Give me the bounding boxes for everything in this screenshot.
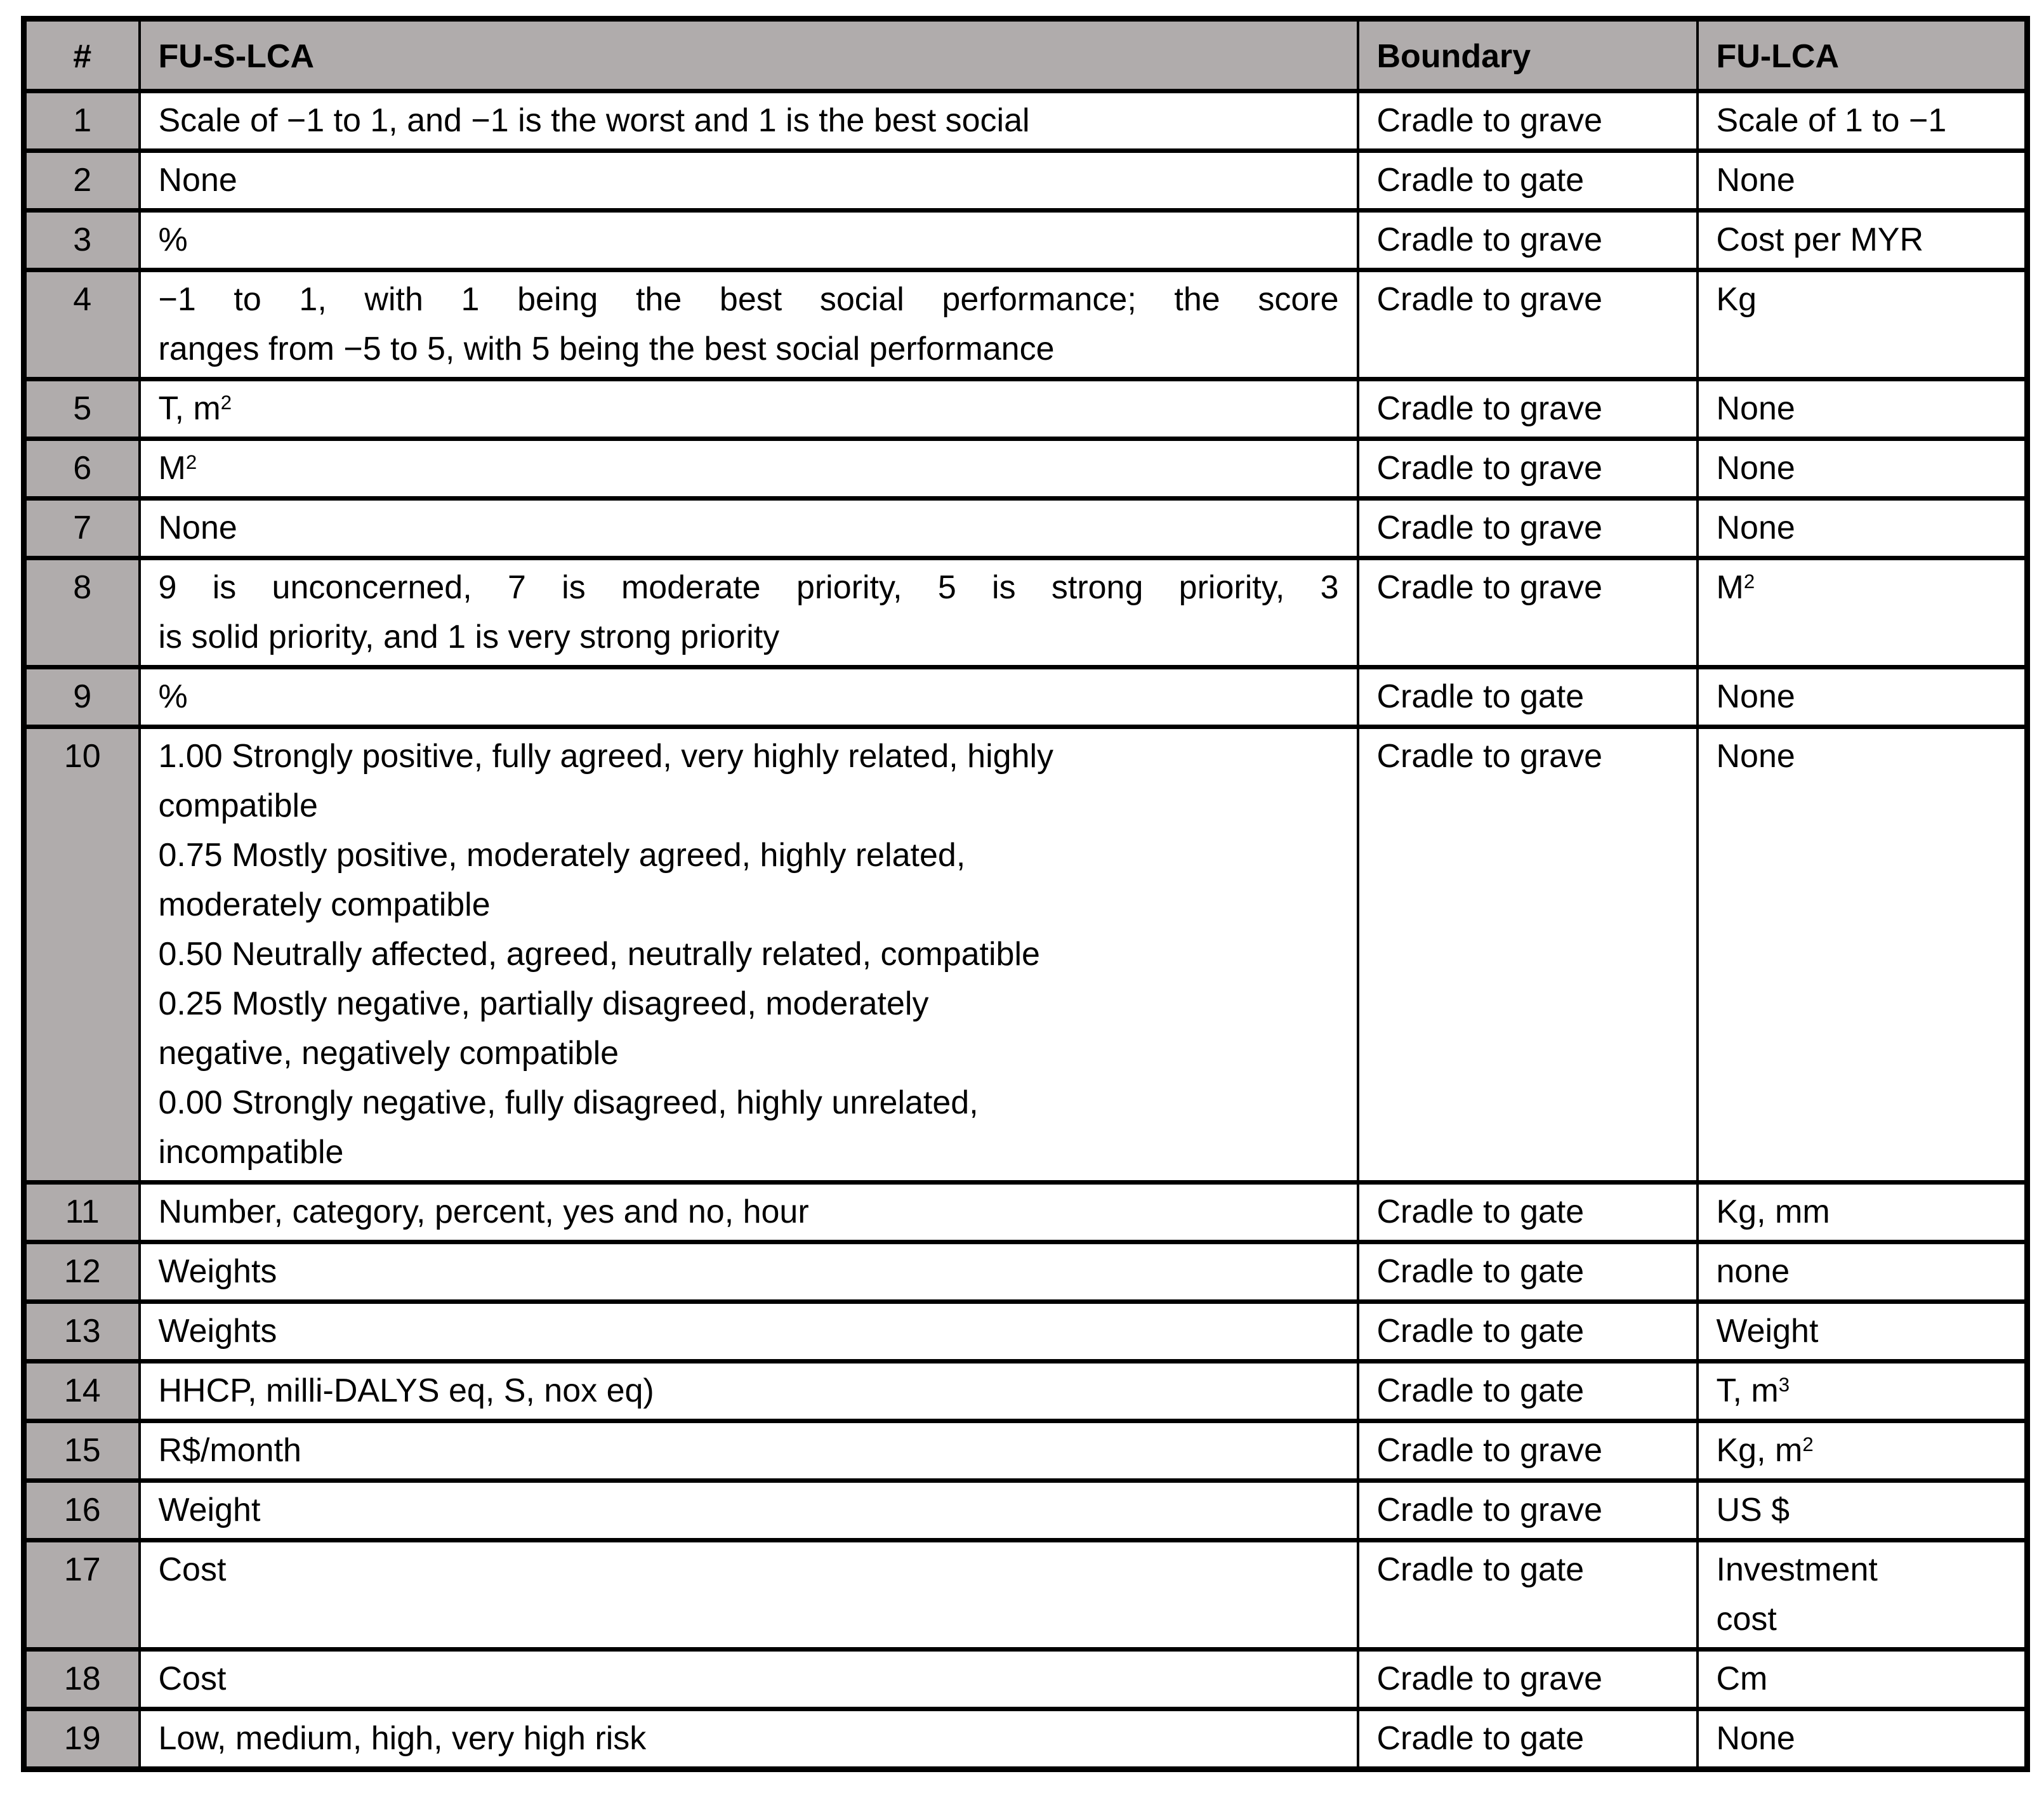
col-header-num: # — [24, 19, 140, 91]
row-number-cell: 5 — [24, 379, 140, 439]
fu-s-lca-cell — [140, 91, 1358, 151]
table-row — [24, 211, 2028, 270]
table-row — [24, 667, 2028, 727]
boundary-cell: Cradle to grave — [1358, 270, 1698, 379]
cell-line: None — [1716, 738, 1795, 775]
cell-line: negative, negatively compatible — [158, 1035, 619, 1072]
cell-line: is solid priority, and 1 is very strong priority — [158, 619, 780, 655]
row-number-cell: 3 — [24, 211, 140, 270]
cell-line: None — [1716, 678, 1795, 715]
cell-line: Scale of 1 to −1 — [1716, 102, 1947, 139]
cell-line: −1 to 1, with 1 being the best social performance; the score — [158, 281, 1339, 318]
fu-s-lca-cell — [140, 439, 1358, 499]
table-row — [24, 1362, 2028, 1421]
fu-lca-cell — [1698, 1709, 2028, 1770]
row-number-cell: 19 — [24, 1709, 140, 1770]
table-row — [24, 1421, 2028, 1481]
boundary-cell: Cradle to grave — [1358, 1481, 1698, 1541]
fu-s-lca-cell — [140, 558, 1358, 667]
boundary-cell: Cradle to grave — [1358, 211, 1698, 270]
cell-line: Number, category, percent, yes and no, hour — [158, 1193, 809, 1230]
row-number-cell: 9 — [24, 667, 140, 727]
cell-line: Weights — [158, 1313, 277, 1350]
cell-line: None — [158, 162, 237, 199]
fu-lca-cell — [1698, 1183, 2028, 1242]
fu-s-lca-cell — [140, 1242, 1358, 1302]
table-row — [24, 1302, 2028, 1362]
fu-lca-comparison-table — [21, 16, 2030, 1772]
fu-lca-cell — [1698, 727, 2028, 1183]
col-header-fu-s-lca: FU-S-LCA — [140, 19, 1358, 91]
cell-line: HHCP, milli-DALYS eq, S, nox eq) — [158, 1372, 654, 1409]
fu-lca-cell — [1698, 1421, 2028, 1481]
row-number-cell: 4 — [24, 270, 140, 379]
cell-line: Kg — [1716, 281, 1757, 318]
row-number-cell: 6 — [24, 439, 140, 499]
boundary-cell: Cradle to grave — [1358, 499, 1698, 558]
row-number-cell: 12 — [24, 1242, 140, 1302]
fu-lca-cell — [1698, 1541, 2028, 1650]
cell-line: ranges from −5 to 5, with 5 being the best social performance — [158, 331, 1055, 367]
cell-line: $M^2$ — [1716, 569, 1755, 606]
row-number-cell: 14 — [24, 1362, 140, 1421]
cell-line: 0.00 Strongly negative, fully disagreed, highly unrelated, — [158, 1084, 979, 1121]
cell-line: Weights — [158, 1253, 277, 1290]
row-number-cell: 10 — [24, 727, 140, 1183]
fu-s-lca-cell — [140, 1709, 1358, 1770]
boundary-cell: Cradle to grave — [1358, 1421, 1698, 1481]
cell-line: Cm — [1716, 1660, 1768, 1697]
table-row — [24, 1183, 2028, 1242]
fu-s-lca-cell — [140, 1541, 1358, 1650]
fu-lca-cell — [1698, 1481, 2028, 1541]
boundary-cell: Cradle to gate — [1358, 151, 1698, 211]
row-number-cell: 13 — [24, 1302, 140, 1362]
fu-s-lca-cell — [140, 499, 1358, 558]
cell-line: moderately compatible — [158, 886, 491, 923]
row-number-cell: 8 — [24, 558, 140, 667]
boundary-cell: Cradle to gate — [1358, 1242, 1698, 1302]
fu-s-lca-cell — [140, 151, 1358, 211]
fu-s-lca-cell — [140, 1302, 1358, 1362]
table-row — [24, 439, 2028, 499]
table-row — [24, 379, 2028, 439]
fu-s-lca-cell — [140, 1650, 1358, 1709]
cell-line: incompatible — [158, 1134, 344, 1171]
fu-lca-cell — [1698, 151, 2028, 211]
table-row — [24, 558, 2028, 667]
cell-line: R$/month — [158, 1432, 301, 1469]
fu-lca-cell — [1698, 1650, 2028, 1709]
fu-lca-cell — [1698, 1302, 2028, 1362]
cell-line: None — [1716, 390, 1795, 427]
boundary-cell: Cradle to gate — [1358, 1183, 1698, 1242]
cell-line: Weight — [158, 1492, 261, 1528]
cell-line: None — [1716, 162, 1795, 199]
row-number-cell: 2 — [24, 151, 140, 211]
fu-s-lca-cell — [140, 1481, 1358, 1541]
cell-line: % — [158, 678, 188, 715]
fu-lca-cell — [1698, 1242, 2028, 1302]
fu-s-lca-cell — [140, 270, 1358, 379]
boundary-cell: Cradle to grave — [1358, 379, 1698, 439]
table-row — [24, 151, 2028, 211]
col-header-boundary: Boundary — [1358, 19, 1698, 91]
cell-line: US $ — [1716, 1492, 1790, 1528]
row-number-cell: 16 — [24, 1481, 140, 1541]
fu-s-lca-cell — [140, 379, 1358, 439]
fu-s-lca-cell — [140, 727, 1358, 1183]
cell-line: Weight — [1716, 1313, 1819, 1350]
table-row — [24, 1242, 2028, 1302]
fu-lca-cell — [1698, 558, 2028, 667]
cell-line: cost — [1716, 1601, 1777, 1638]
boundary-cell: Cradle to grave — [1358, 439, 1698, 499]
table-row — [24, 1481, 2028, 1541]
cell-line: T, $m^2$ — [158, 390, 232, 427]
fu-lca-cell — [1698, 499, 2028, 558]
cell-line: Cost — [158, 1660, 227, 1697]
boundary-cell: Cradle to grave — [1358, 91, 1698, 151]
cell-line: 1.00 Strongly positive, fully agreed, very highly related, highly — [158, 738, 1054, 775]
cell-line: None — [1716, 450, 1795, 487]
boundary-cell: Cradle to grave — [1358, 727, 1698, 1183]
fu-s-lca-cell — [140, 1421, 1358, 1481]
boundary-cell: Cradle to gate — [1358, 1709, 1698, 1770]
fu-s-lca-cell — [140, 211, 1358, 270]
boundary-cell: Cradle to grave — [1358, 558, 1698, 667]
cell-line: None — [1716, 509, 1795, 546]
table-row — [24, 1709, 2028, 1770]
row-number-cell: 15 — [24, 1421, 140, 1481]
boundary-cell: Cradle to gate — [1358, 1362, 1698, 1421]
boundary-cell: Cradle to grave — [1358, 1650, 1698, 1709]
row-number-cell: 17 — [24, 1541, 140, 1650]
cell-line: 0.50 Neutrally affected, agreed, neutrally related, compatible — [158, 936, 1040, 973]
cell-line: $M^2$ — [158, 450, 197, 487]
table-row — [24, 499, 2028, 558]
row-number-cell: 18 — [24, 1650, 140, 1709]
cell-line: None — [158, 509, 237, 546]
cell-line: None — [1716, 1720, 1795, 1757]
cell-line: Investment — [1716, 1551, 1878, 1588]
fu-s-lca-cell — [140, 667, 1358, 727]
fu-lca-cell — [1698, 270, 2028, 379]
cell-line: Kg, mm — [1716, 1193, 1830, 1230]
table-row — [24, 91, 2028, 151]
fu-s-lca-cell — [140, 1183, 1358, 1242]
cell-line: 0.25 Mostly negative, partially disagreed, moderately — [158, 985, 929, 1022]
fu-lca-cell — [1698, 1362, 2028, 1421]
cell-line: none — [1716, 1253, 1790, 1290]
cell-line: T, $m^3$ — [1716, 1372, 1790, 1409]
fu-s-lca-cell — [140, 1362, 1358, 1421]
row-number-cell: 11 — [24, 1183, 140, 1242]
fu-lca-cell — [1698, 211, 2028, 270]
cell-line: Scale of −1 to 1, and −1 is the worst and 1 is the best social — [158, 102, 1030, 139]
cell-line: 0.75 Mostly positive, moderately agreed, highly related, — [158, 837, 966, 874]
cell-line: Kg, $m^2$ — [1716, 1432, 1814, 1469]
boundary-cell: Cradle to gate — [1358, 1302, 1698, 1362]
cell-line: Cost per MYR — [1716, 221, 1924, 258]
cell-line: % — [158, 221, 188, 258]
table-row — [24, 1541, 2028, 1650]
cell-line: Low, medium, high, very high risk — [158, 1720, 647, 1757]
fu-lca-cell — [1698, 379, 2028, 439]
fu-lca-cell — [1698, 91, 2028, 151]
table-row — [24, 727, 2028, 1183]
table-row — [24, 1650, 2028, 1709]
boundary-cell: Cradle to gate — [1358, 1541, 1698, 1650]
header-row — [24, 19, 2028, 91]
fu-lca-cell — [1698, 667, 2028, 727]
cell-line: Cost — [158, 1551, 227, 1588]
cell-line: compatible — [158, 787, 318, 824]
cell-line: 9 is unconcerned, 7 is moderate priority, 5 is strong priority, 3 — [158, 569, 1339, 606]
table-row — [24, 270, 2028, 379]
row-number-cell: 1 — [24, 91, 140, 151]
col-header-fu-lca: FU-LCA — [1698, 19, 2028, 91]
fu-lca-cell — [1698, 439, 2028, 499]
boundary-cell: Cradle to gate — [1358, 667, 1698, 727]
row-number-cell: 7 — [24, 499, 140, 558]
